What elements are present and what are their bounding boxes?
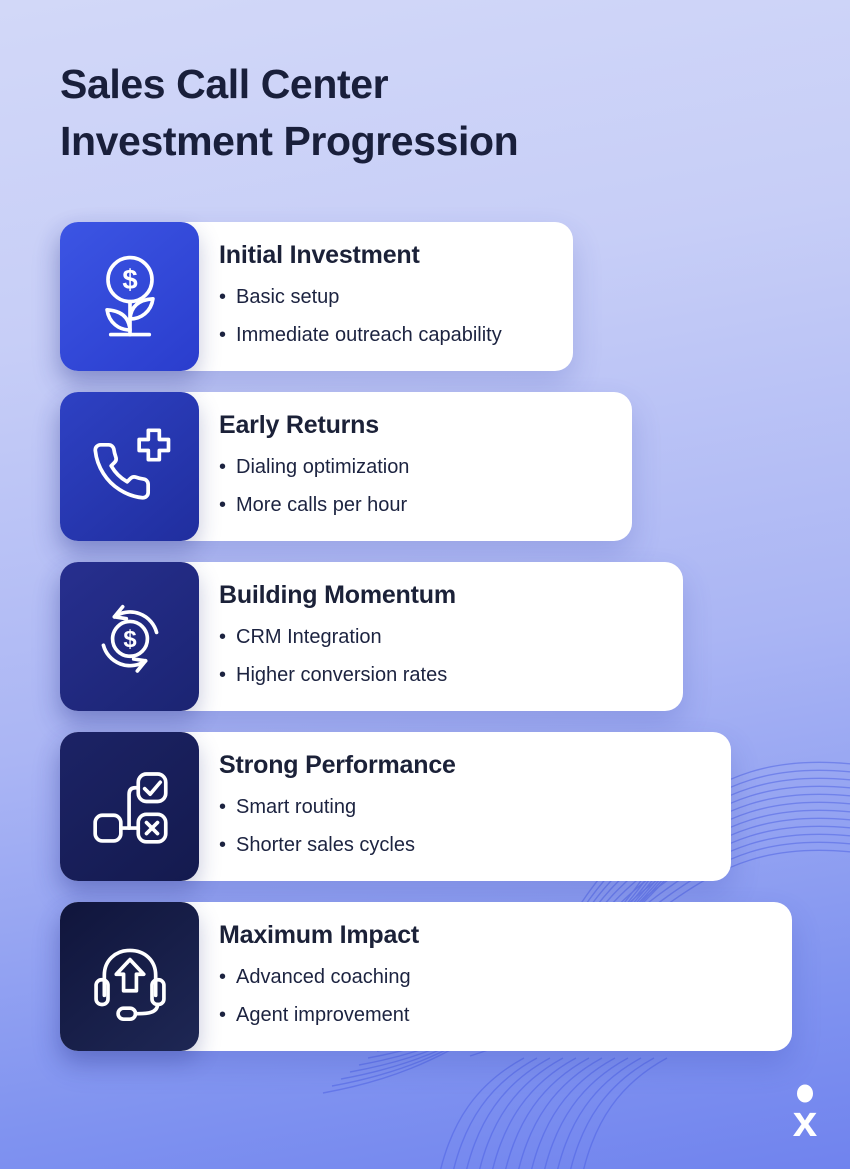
stage-bullet: • Shorter sales cycles — [219, 826, 711, 864]
stage-bullet: • Smart routing — [219, 788, 711, 826]
stage-bullet: • Higher conversion rates — [219, 656, 663, 694]
page-title-line1: Sales Call Center — [60, 61, 389, 107]
stage-icon-tile — [60, 902, 199, 1051]
stage-bullet: • Advanced coaching — [219, 958, 772, 996]
page-title-line2: Investment Progression — [60, 117, 519, 164]
stage-bullet: • Dialing optimization — [219, 448, 612, 486]
phone-plus-icon — [86, 423, 174, 511]
money-plant-icon — [86, 253, 174, 341]
stage-bullet: • Agent improvement — [219, 996, 772, 1034]
stage-icon-tile — [60, 392, 199, 541]
stage-list — [60, 222, 792, 1051]
stage-title: Initial Investment — [219, 241, 420, 269]
stage-row-building-momentum — [60, 562, 683, 711]
dollar-cycle-icon — [86, 593, 174, 681]
stage-bullet: • Immediate outreach capability — [219, 316, 553, 354]
stage-row-initial-investment — [60, 222, 573, 371]
stage-icon-tile — [60, 562, 199, 711]
headset-arrow-icon — [86, 933, 174, 1021]
stage-icon-tile — [60, 732, 199, 881]
stage-title: Strong Performance — [219, 751, 456, 779]
stage-title: Maximum Impact — [219, 921, 420, 949]
svg-text:$: $ — [121, 263, 138, 295]
stage-row-maximum-impact — [60, 902, 792, 1051]
page-title — [60, 56, 518, 170]
stage-icon-tile — [60, 222, 199, 371]
stage-bullet: • Basic setup — [219, 278, 553, 316]
flowchart-check-icon — [86, 763, 174, 851]
stage-bullet: • More calls per hour — [219, 486, 612, 524]
stage-row-strong-performance — [60, 732, 731, 881]
stage-row-early-returns — [60, 392, 632, 541]
svg-text:x: x — [792, 1097, 818, 1140]
svg-text:$: $ — [122, 625, 137, 653]
stage-title: Early Returns — [219, 411, 379, 439]
nextiva-x-logo — [786, 1084, 824, 1140]
stage-title: Building Momentum — [219, 581, 456, 609]
stage-bullet: • CRM Integration — [219, 618, 663, 656]
